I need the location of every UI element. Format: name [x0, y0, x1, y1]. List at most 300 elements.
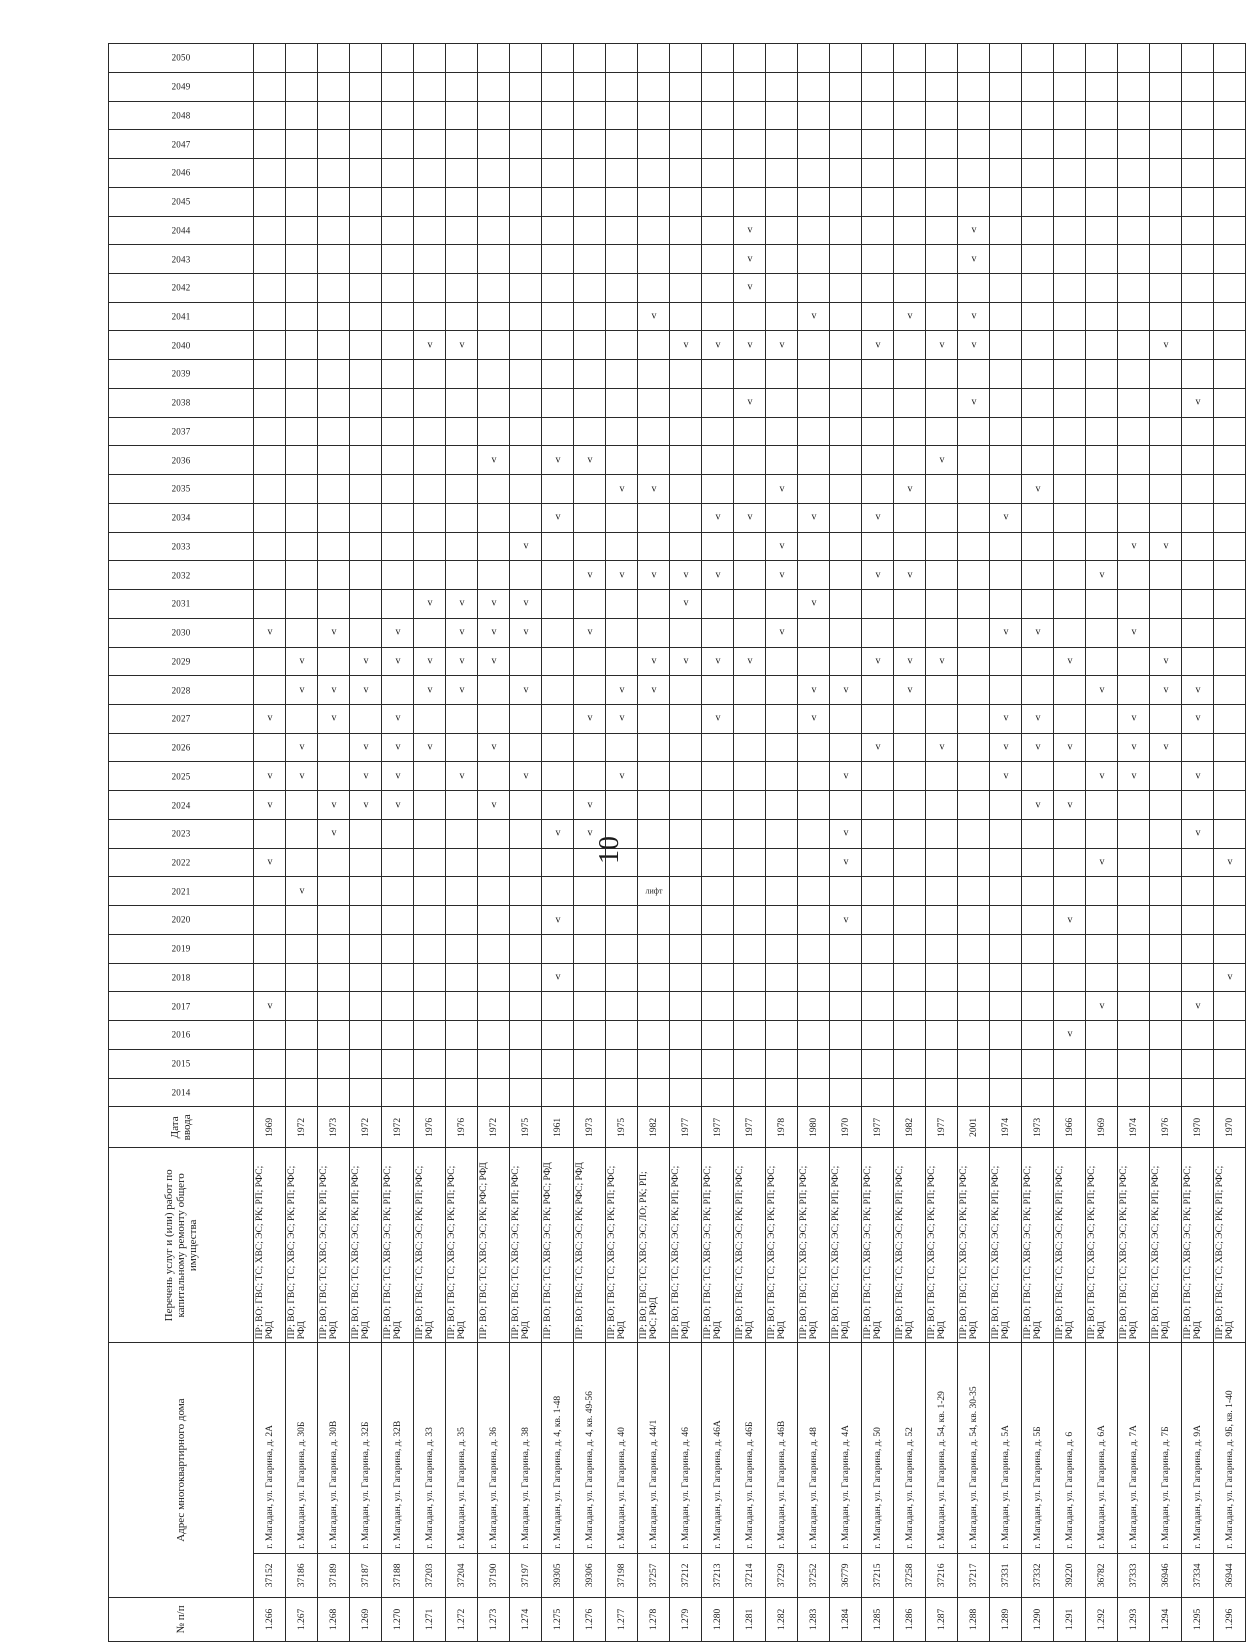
year-cell-2042	[1214, 274, 1246, 303]
year-cell-2036	[1086, 446, 1118, 475]
year-cell-2034	[318, 503, 350, 532]
year-cell-2038	[350, 388, 382, 417]
year-cell-2032	[1182, 561, 1214, 590]
year-cell-2047	[286, 130, 318, 159]
service-list: ПР; ВО; ГВС; ТС; ХВС; ЭС; РК; РП; РФС; РФД	[382, 1148, 414, 1343]
year-cell-2041	[574, 302, 606, 331]
year-cell-2017	[990, 992, 1022, 1021]
building-code: 37187	[350, 1553, 382, 1597]
building-address: г. Магадан, ул. Гагарина, д. 54, кв. 30-35	[958, 1343, 990, 1553]
header-year-label: 2025	[171, 771, 191, 782]
year-cell-2028	[254, 676, 286, 705]
year-cell-2036	[574, 446, 606, 475]
year-cell-2044	[862, 216, 894, 245]
year-cell-2029	[1214, 647, 1246, 676]
year-cell-2021	[478, 877, 510, 906]
year-cell-2033	[382, 532, 414, 561]
header-year-2020	[109, 906, 254, 935]
year-cell-2020	[1022, 906, 1054, 935]
year-cell-2045	[606, 187, 638, 216]
year-cell-2023	[734, 819, 766, 848]
year-cell-2044	[990, 216, 1022, 245]
repair-mark: v	[875, 655, 880, 667]
repair-mark: v	[1003, 741, 1008, 753]
table-row	[830, 44, 862, 1642]
year-cell-2050	[862, 44, 894, 73]
header-year-label: 2034	[171, 512, 191, 523]
year-cell-2033	[862, 532, 894, 561]
year-cell-2039	[1022, 360, 1054, 389]
year-cell-2035	[478, 475, 510, 504]
repair-mark: v	[811, 310, 816, 322]
year-cell-2022	[1118, 848, 1150, 877]
header-year-label: 2014	[171, 1087, 191, 1098]
year-cell-2018	[638, 963, 670, 992]
building-code: 37214	[734, 1553, 766, 1597]
repair-mark: v	[427, 741, 432, 753]
year-cell-2026	[1086, 733, 1118, 762]
year-cell-2022	[638, 848, 670, 877]
repair-mark: v	[459, 626, 464, 638]
year-cell-2027	[446, 705, 478, 734]
year-cell-2042	[606, 274, 638, 303]
year-cell-2015	[510, 1049, 542, 1078]
year-cell-2016	[606, 1021, 638, 1050]
year-cell-2038	[286, 388, 318, 417]
table-row	[638, 44, 670, 1642]
year-cell-2046	[606, 159, 638, 188]
year-cell-2022	[1086, 848, 1118, 877]
year-cell-2022	[318, 848, 350, 877]
header-year-label: 2015	[171, 1058, 191, 1069]
year-cell-2031	[478, 590, 510, 619]
year-cell-2030	[510, 618, 542, 647]
year-cell-2020	[830, 906, 862, 935]
year-cell-2018	[446, 963, 478, 992]
year-cell-2036	[894, 446, 926, 475]
repair-mark: v	[1035, 741, 1040, 753]
year-cell-2031	[734, 590, 766, 619]
year-cell-2038	[606, 388, 638, 417]
year-cell-2036	[1214, 446, 1246, 475]
repair-mark: v	[1195, 827, 1200, 839]
year-cell-2015	[798, 1049, 830, 1078]
building-code: 36946	[1150, 1553, 1182, 1597]
year-cell-2027	[478, 705, 510, 734]
repair-mark: v	[619, 483, 624, 495]
year-cell-2026	[254, 733, 286, 762]
header-year-2045	[109, 187, 254, 216]
header-year-label: 2044	[171, 225, 191, 236]
year-cell-2039	[606, 360, 638, 389]
year-cell-2023	[766, 819, 798, 848]
year-cell-2033	[510, 532, 542, 561]
repair-mark: v	[1067, 914, 1072, 926]
year-cell-2042	[478, 274, 510, 303]
year-cell-2042	[1086, 274, 1118, 303]
year-cell-2015	[1054, 1049, 1086, 1078]
year-cell-2047	[958, 130, 990, 159]
building-code: 39306	[574, 1553, 606, 1597]
repair-mark: v	[715, 339, 720, 351]
repair-mark: v	[1131, 712, 1136, 724]
year-cell-2026	[702, 733, 734, 762]
year-cell-2048	[542, 101, 574, 130]
year-cell-2046	[926, 159, 958, 188]
year-cell-2047	[830, 130, 862, 159]
year-cell-2014	[350, 1078, 382, 1107]
year-cell-2044	[734, 216, 766, 245]
year-cell-2028	[478, 676, 510, 705]
year-cell-2033	[798, 532, 830, 561]
year-cell-2027	[734, 705, 766, 734]
header-year-2028	[109, 676, 254, 705]
repair-mark: v	[779, 626, 784, 638]
year-cell-2026	[382, 733, 414, 762]
year-cell-2024	[446, 791, 478, 820]
year-cell-2033	[1086, 532, 1118, 561]
year-cell-2039	[382, 360, 414, 389]
year-cell-2045	[382, 187, 414, 216]
year-cell-2027	[670, 705, 702, 734]
year-cell-2037	[574, 417, 606, 446]
year-cell-2027	[1118, 705, 1150, 734]
year-cell-2035	[1150, 475, 1182, 504]
year-cell-2026	[446, 733, 478, 762]
year-cell-2022	[254, 848, 286, 877]
year-cell-2049	[478, 72, 510, 101]
header-year-2049	[109, 72, 254, 101]
year-cell-2032	[350, 561, 382, 590]
repair-mark: v	[1227, 971, 1232, 983]
building-address: г. Магадан, ул. Гагарина, д. 6	[1054, 1343, 1086, 1553]
year-cell-2014	[990, 1078, 1022, 1107]
year-cell-2028	[606, 676, 638, 705]
year-cell-2016	[958, 1021, 990, 1050]
year-cell-2045	[734, 187, 766, 216]
year-cell-2041	[798, 302, 830, 331]
year-cell-2020	[894, 906, 926, 935]
service-list: ПР; ВО; ГВС; ТС; ХВС; ЭС; РК; РФС; РФД	[542, 1148, 574, 1343]
year-cell-2015	[606, 1049, 638, 1078]
year-cell-2017	[862, 992, 894, 1021]
year-cell-2017	[830, 992, 862, 1021]
year-cell-2026	[318, 733, 350, 762]
year-cell-2028	[510, 676, 542, 705]
repair-mark: v	[267, 856, 272, 868]
building-address: г. Магадан, ул. Гагарина, д. 40	[606, 1343, 638, 1553]
year-cell-2047	[414, 130, 446, 159]
year-cell-2023	[830, 819, 862, 848]
year-cell-2015	[382, 1049, 414, 1078]
year-cell-2021	[510, 877, 542, 906]
year-cell-2045	[830, 187, 862, 216]
commission-year: 2001	[958, 1107, 990, 1148]
repair-mark: v	[1163, 540, 1168, 552]
year-cell-2019	[574, 934, 606, 963]
table-row	[318, 44, 350, 1642]
year-cell-2043	[702, 245, 734, 274]
year-cell-2048	[926, 101, 958, 130]
year-cell-2048	[766, 101, 798, 130]
year-cell-2031	[798, 590, 830, 619]
year-cell-2026	[414, 733, 446, 762]
repair-mark: v	[1067, 655, 1072, 667]
year-cell-2047	[1022, 130, 1054, 159]
year-cell-2047	[542, 130, 574, 159]
year-cell-2040	[766, 331, 798, 360]
service-list: ПР; ВО; ГВС; ТС; ХВС; ЭС; РК; РП; РФС; РФД	[1150, 1148, 1182, 1343]
year-cell-2040	[510, 331, 542, 360]
header-year-label: 2029	[171, 656, 191, 667]
row-number: 1.279	[670, 1597, 702, 1641]
repair-mark: v	[267, 626, 272, 638]
repair-mark: v	[747, 339, 752, 351]
year-cell-2014	[286, 1078, 318, 1107]
year-cell-2042	[894, 274, 926, 303]
year-cell-2018	[318, 963, 350, 992]
year-cell-2042	[542, 274, 574, 303]
year-cell-2027	[286, 705, 318, 734]
year-cell-2033	[1118, 532, 1150, 561]
repair-mark: v	[1195, 770, 1200, 782]
year-cell-2037	[926, 417, 958, 446]
year-cell-2023	[638, 819, 670, 848]
year-cell-2017	[318, 992, 350, 1021]
year-cell-2014	[254, 1078, 286, 1107]
year-cell-2044	[1022, 216, 1054, 245]
year-cell-2030	[478, 618, 510, 647]
year-cell-2035	[1054, 475, 1086, 504]
year-cell-2050	[734, 44, 766, 73]
year-cell-2030	[574, 618, 606, 647]
year-cell-2040	[350, 331, 382, 360]
year-cell-2023	[446, 819, 478, 848]
year-cell-2018	[542, 963, 574, 992]
year-cell-2043	[670, 245, 702, 274]
year-cell-2017	[734, 992, 766, 1021]
year-cell-2025	[286, 762, 318, 791]
row-number: 1.271	[414, 1597, 446, 1641]
year-cell-2028	[798, 676, 830, 705]
building-code: 37331	[990, 1553, 1022, 1597]
year-cell-2039	[446, 360, 478, 389]
year-cell-2038	[894, 388, 926, 417]
year-cell-2031	[926, 590, 958, 619]
commission-year: 1972	[478, 1107, 510, 1148]
year-cell-2050	[638, 44, 670, 73]
year-cell-2017	[894, 992, 926, 1021]
table-row	[1150, 44, 1182, 1642]
year-cell-2043	[414, 245, 446, 274]
year-cell-2044	[350, 216, 382, 245]
year-cell-2029	[1118, 647, 1150, 676]
repair-mark: v	[395, 799, 400, 811]
year-cell-2036	[606, 446, 638, 475]
year-cell-2046	[1150, 159, 1182, 188]
year-cell-2024	[670, 791, 702, 820]
year-cell-2041	[478, 302, 510, 331]
year-cell-2024	[606, 791, 638, 820]
year-cell-2031	[862, 590, 894, 619]
year-cell-2040	[734, 331, 766, 360]
year-cell-2031	[574, 590, 606, 619]
commission-year: 1977	[670, 1107, 702, 1148]
year-cell-2050	[350, 44, 382, 73]
year-cell-2019	[1182, 934, 1214, 963]
building-code: 36944	[1214, 1553, 1246, 1597]
year-cell-2047	[670, 130, 702, 159]
year-cell-2020	[1054, 906, 1086, 935]
repair-mark: v	[843, 770, 848, 782]
repair-mark: v	[1195, 396, 1200, 408]
year-cell-2044	[670, 216, 702, 245]
year-cell-2049	[990, 72, 1022, 101]
year-cell-2025	[510, 762, 542, 791]
year-cell-2021	[606, 877, 638, 906]
year-cell-2036	[350, 446, 382, 475]
year-cell-2036	[766, 446, 798, 475]
year-cell-2020	[446, 906, 478, 935]
year-cell-2014	[702, 1078, 734, 1107]
year-cell-2031	[254, 590, 286, 619]
header-year-2030	[109, 618, 254, 647]
year-cell-2031	[1182, 590, 1214, 619]
year-cell-2038	[990, 388, 1022, 417]
year-cell-2021	[1150, 877, 1182, 906]
year-cell-2048	[862, 101, 894, 130]
year-cell-2031	[446, 590, 478, 619]
year-cell-2030	[1022, 618, 1054, 647]
year-cell-2033	[1182, 532, 1214, 561]
service-list: ПР; ВО; ГВС; ТС; ХВС; ЭС; РК; РП; РФС; РФД	[510, 1148, 542, 1343]
year-cell-2047	[766, 130, 798, 159]
repair-mark: v	[587, 454, 592, 466]
year-cell-2039	[670, 360, 702, 389]
row-number: 1.292	[1086, 1597, 1118, 1641]
year-cell-2035	[926, 475, 958, 504]
header-year-2042	[109, 274, 254, 303]
header-year-label: 2033	[171, 541, 191, 552]
year-cell-2036	[1182, 446, 1214, 475]
year-cell-2024	[798, 791, 830, 820]
year-cell-2029	[1054, 647, 1086, 676]
year-cell-2025	[670, 762, 702, 791]
year-cell-2014	[542, 1078, 574, 1107]
year-cell-2020	[382, 906, 414, 935]
year-cell-2046	[830, 159, 862, 188]
year-cell-2042	[286, 274, 318, 303]
year-cell-2027	[638, 705, 670, 734]
year-cell-2045	[478, 187, 510, 216]
repair-mark: v	[1035, 712, 1040, 724]
header-commission-date: Дата ввода	[109, 1107, 254, 1148]
year-cell-2020	[766, 906, 798, 935]
year-cell-2015	[1086, 1049, 1118, 1078]
year-cell-2020	[414, 906, 446, 935]
year-cell-2050	[510, 44, 542, 73]
year-cell-2046	[670, 159, 702, 188]
year-cell-2039	[830, 360, 862, 389]
year-cell-2046	[1022, 159, 1054, 188]
year-cell-2014	[606, 1078, 638, 1107]
year-cell-2045	[702, 187, 734, 216]
year-cell-2037	[318, 417, 350, 446]
year-cell-2018	[702, 963, 734, 992]
year-cell-2019	[830, 934, 862, 963]
commission-year: 1982	[638, 1107, 670, 1148]
year-cell-2014	[1054, 1078, 1086, 1107]
year-cell-2029	[894, 647, 926, 676]
year-cell-2043	[510, 245, 542, 274]
year-cell-2024	[926, 791, 958, 820]
year-cell-2033	[478, 532, 510, 561]
year-cell-2034	[1022, 503, 1054, 532]
year-cell-2038	[734, 388, 766, 417]
year-cell-2027	[702, 705, 734, 734]
repair-mark: v	[779, 483, 784, 495]
year-cell-2027	[1054, 705, 1086, 734]
service-list: ПР; ВО; ГВС; ТС; ХВС; ЭС; РК; РП; РФС; РФД	[1214, 1148, 1246, 1343]
year-cell-2020	[1086, 906, 1118, 935]
year-cell-2026	[286, 733, 318, 762]
building-address: г. Магадан, ул. Гагарина, д. 54, кв. 1-29	[926, 1343, 958, 1553]
year-cell-2048	[638, 101, 670, 130]
year-cell-2034	[254, 503, 286, 532]
year-cell-2041	[1118, 302, 1150, 331]
table-row	[446, 44, 478, 1642]
year-cell-2015	[734, 1049, 766, 1078]
table-row	[606, 44, 638, 1642]
service-list: ПР; ВО; ГВС; ТС; ХВС; ЭС; РК; РФС; РФД	[574, 1148, 606, 1343]
year-cell-2032	[670, 561, 702, 590]
service-list: ПР; ВО; ГВС; ТС; ХВС; ЭС; РК; РП; РФС; РФД	[670, 1148, 702, 1343]
year-cell-2041	[1150, 302, 1182, 331]
header-year-2032	[109, 561, 254, 590]
year-cell-2036	[446, 446, 478, 475]
repair-mark: v	[683, 339, 688, 351]
row-number: 1.277	[606, 1597, 638, 1641]
repair-mark: v	[491, 454, 496, 466]
year-cell-2038	[798, 388, 830, 417]
year-cell-2014	[1118, 1078, 1150, 1107]
building-code: 37217	[958, 1553, 990, 1597]
year-cell-2030	[542, 618, 574, 647]
year-cell-2015	[1022, 1049, 1054, 1078]
repair-mark: v	[459, 770, 464, 782]
year-cell-2028	[382, 676, 414, 705]
year-cell-2034	[1054, 503, 1086, 532]
building-address: г. Магадан, ул. Гагарина, д. 9Б, кв. 1-40	[1214, 1343, 1246, 1553]
year-cell-2048	[286, 101, 318, 130]
year-cell-2028	[542, 676, 574, 705]
year-cell-2020	[350, 906, 382, 935]
year-cell-2037	[990, 417, 1022, 446]
year-cell-2029	[958, 647, 990, 676]
year-cell-2033	[318, 532, 350, 561]
repair-mark: v	[1099, 856, 1104, 868]
year-cell-2040	[926, 331, 958, 360]
year-cell-2019	[862, 934, 894, 963]
year-cell-2034	[638, 503, 670, 532]
year-cell-2022	[734, 848, 766, 877]
commission-year: 1961	[542, 1107, 574, 1148]
year-cell-2032	[254, 561, 286, 590]
year-cell-2046	[702, 159, 734, 188]
year-cell-2022	[1214, 848, 1246, 877]
year-cell-2027	[862, 705, 894, 734]
year-cell-2014	[798, 1078, 830, 1107]
